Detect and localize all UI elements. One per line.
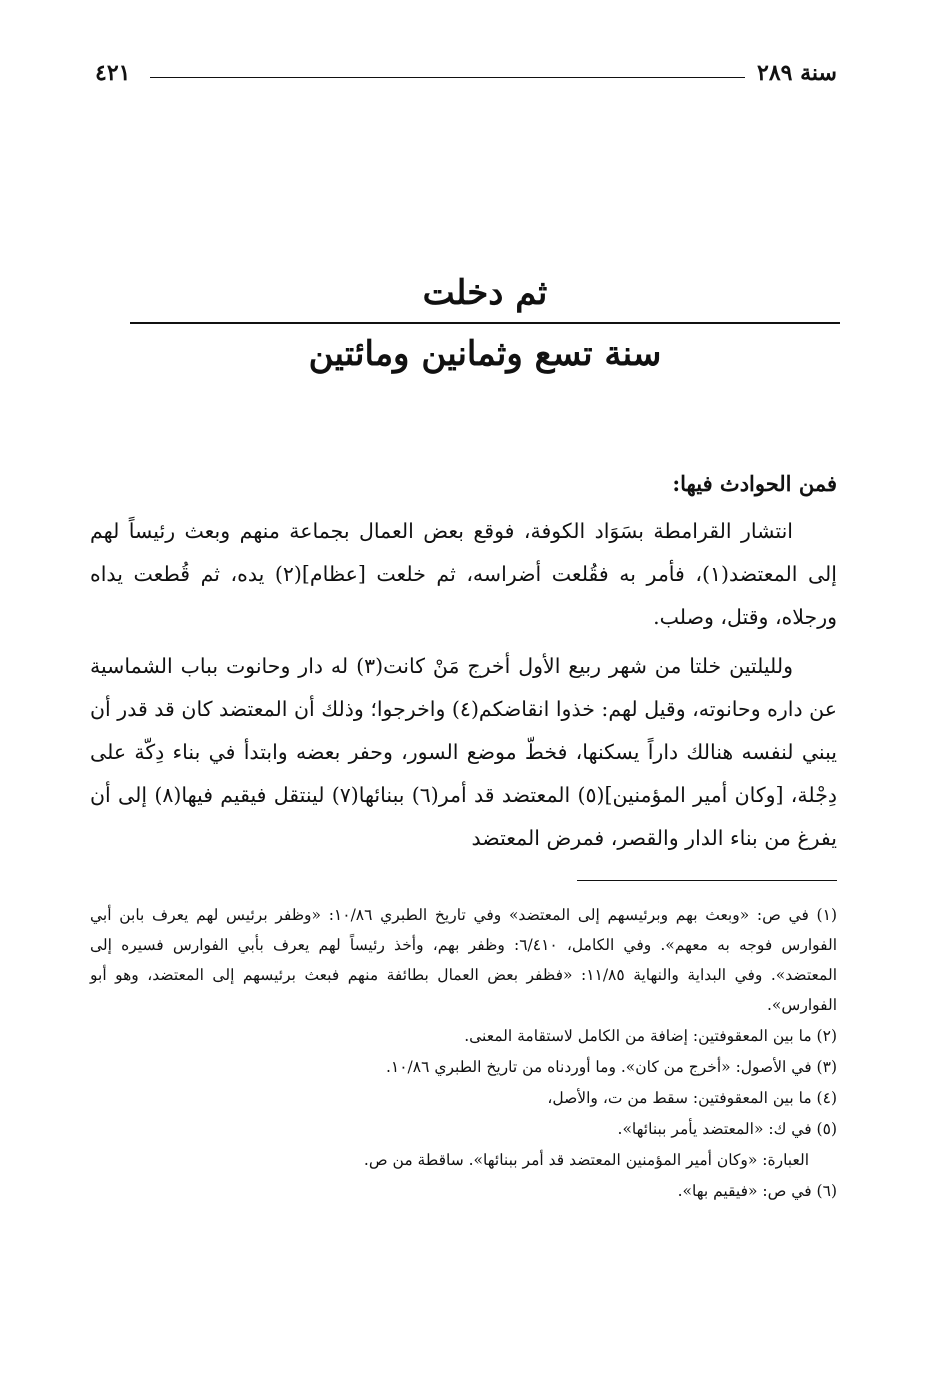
- footnote: (٣) في الأصول: «أخرج من كان». وما أوردناه من تاريخ الطبري ١٠/٨٦.: [385, 1058, 837, 1076]
- paragraph: ولليلتين خلتا من شهر ربيع الأول أخرج مَنْ كانت(٣) له دار وحانوت بباب الشماسية عن داره وحانوته، وقيل لهم: خذوا انقاضكم(٤) واخرجوا؛ وذلك أن المعتضد كان قد قدر أن يبني لنفسه هنالك داراً يسكنها، فخطّ موضع السور، وحفر بعضه وابتدأ في بناء دِكّة على دِجْلة، [وكان أمير المؤمنين](٥) المعتضد قد أمر(٦) ببنائها(٧) لينتقل فيقيم فيها(٨) إلى أن يفرغ من بناء الدار والقصر، فمرض المعتضد: [90, 654, 838, 850]
- section-heading: فمن الحوادث فيها:: [672, 471, 837, 496]
- running-header: [95, 60, 837, 94]
- footnote: (٦) في ص: «فيقيم بها».: [677, 1182, 837, 1200]
- page-number: ٤٢١: [95, 60, 131, 86]
- footnote: (٥) في ك: «المعتضد يأمر ببنائها».: [617, 1120, 837, 1138]
- chapter-title-line-2: سنة تسع وثمانين ومائتين: [308, 334, 662, 374]
- paragraph: انتشار القرامطة بسَوَاد الكوفة، فوقع بعض العمال بجماعة منهم وبعث رئيساً لهم إلى المعتضد(١)، فأمر به فقُلعت أضراسه، ثم خلعت [عظام](٢) يده، ثم قُطعت يداه ورجلاه، وقتل، وصلب.: [90, 519, 837, 629]
- footnotes: [90, 900, 837, 1207]
- running-head-year: سنة ٢٨٩: [757, 60, 837, 86]
- footnote: (٤) ما بين المعقوفتين: سقط من ت، والأصل،: [547, 1089, 837, 1107]
- header-rule: [150, 77, 745, 78]
- chapter-title-line-1: ثم دخلت: [422, 273, 548, 313]
- main-text: [90, 466, 837, 860]
- chapter-title-block: [130, 268, 840, 380]
- footnote-continuation: العبارة: «وكان أمير المؤمنين المعتضد قد أمر ببنائها». ساقطة من ص.: [363, 1151, 809, 1169]
- footnote-separator: [577, 880, 837, 881]
- title-divider: [130, 322, 840, 324]
- footnote: (٢) ما بين المعقوفتين: إضافة من الكامل لاستقامة المعنى.: [464, 1027, 837, 1045]
- footnote: (١) في ص: «وبعث بهم وبرئيسهم إلى المعتضد» وفي تاريخ الطبري ١٠/٨٦: «وظفر برئيس لهم يعرف بابن أبي الفوارس فوجه به معهم». وفي الكامل، ٦/٤١٠: وظفر بهم، وأخذ رئيساً لهم يعرف بأبي الفوارس فسيره إلى المعتضد». وفي البداية والنهاية ١١/٨٥: «فظفر بعض العمال بطائفة منهم فبعث برئيسهم إلى المعتضد، وهو أبو الفوارس».: [90, 906, 837, 1014]
